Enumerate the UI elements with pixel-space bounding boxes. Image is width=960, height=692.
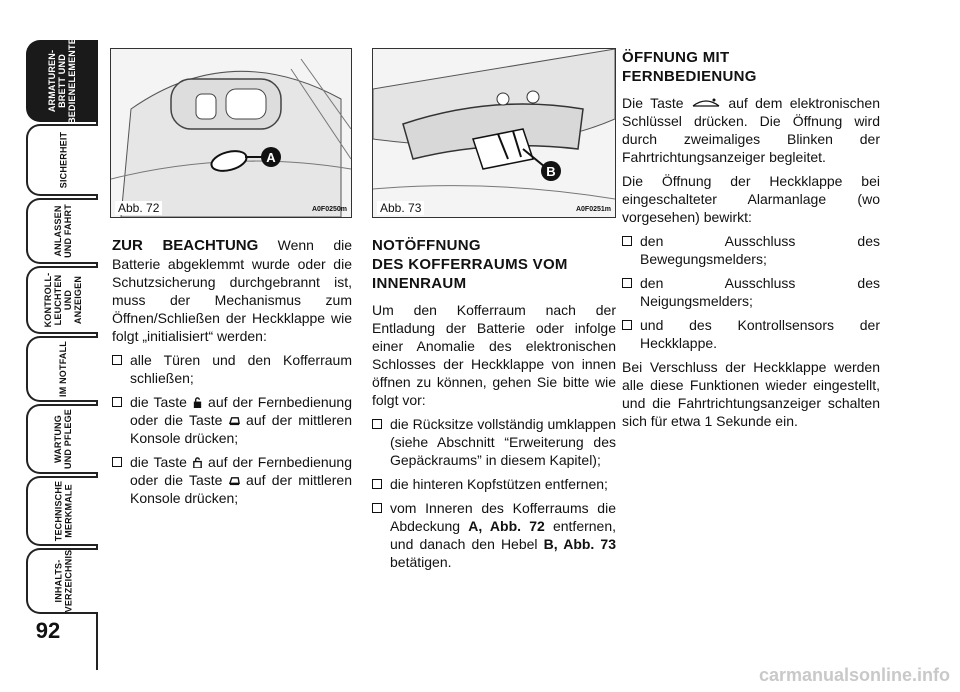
trunk-button-icon	[229, 475, 240, 486]
tab-inhalt[interactable]: INHALTS- VERZEICHNIS	[26, 548, 98, 614]
list-item	[112, 453, 352, 507]
list-item	[622, 274, 880, 310]
figure-caption: Abb. 72	[115, 201, 162, 215]
list-item	[112, 393, 352, 447]
checkbox-bullet-icon	[622, 278, 632, 288]
list-item	[372, 475, 616, 493]
checkbox-bullet-icon	[372, 479, 382, 489]
list-item-text: vom Inneren des Kofferraums die Abdeckung A, Abb. 72 entfernen, und danach den Hebel B, Abb. 73 betätigen.	[390, 500, 617, 570]
checkbox-bullet-icon	[112, 397, 122, 407]
list-item-text: und des Kontrollsensors der Heckklappe.	[640, 317, 880, 351]
list-item-text: die Taste auf der Fernbedienung oder die Taste auf der mittleren Konsole drücken;	[130, 394, 352, 446]
tab-sicherheit[interactable]: SICHERHEIT	[26, 124, 98, 196]
section-heading: NOTÖFFNUNG DES KOFFERRAUMS VOM INNENRAUM	[372, 237, 568, 292]
figure-code: A0F0251m	[575, 206, 611, 213]
paragraph: Bei Verschluss der Heckklappe werden alle diese Funktionen wieder eingestellt, und die Fahrtrichtungsanzeiger schalten sich für etwa 1 Sekunde ein.	[622, 359, 880, 429]
callout-b: B	[541, 161, 561, 181]
checkbox-bullet-icon	[622, 236, 632, 246]
tab-notfall[interactable]: IM NOTFALL	[26, 336, 98, 402]
section-heading: ÖFFNUNG MIT FERNBEDIENUNG	[622, 49, 757, 85]
intro-paragraph: Um den Kofferraum nach der Entladung der Batterie oder infolge einer Anomalie des elektronischen Schlosses der Heckklappe von innen öffnen zu können, gehen Sie bitte wie folgt vor:	[372, 302, 616, 408]
note-paragraph	[112, 236, 352, 345]
trunk-button-icon	[229, 415, 240, 426]
note-text: Wenn die Batterie abgeklemmt wurde oder die Schutzsicherung durchgebrannt ist, muss der Mechanismus zum Öffnen/Schließen der Heckklappe wie folgt „initialisiert“ werden:	[112, 237, 353, 344]
checkbox-bullet-icon	[372, 419, 382, 429]
paragraph: Die Taste auf dem elektronischen Schlüssel drücken. Die Öffnung wird durch zweimaliges Blinken der Fahrtrichtungsanzeiger begleitet.	[622, 95, 881, 165]
figure-reference: A, Abb. 72	[468, 518, 545, 534]
chapter-tab-rail	[0, 0, 100, 692]
list-item-text: den Ausschluss des Bewegungsmelders;	[640, 233, 880, 267]
trunk-key-icon	[691, 97, 721, 109]
column-beachtung	[112, 236, 352, 513]
column-notoeffnung	[372, 236, 616, 577]
column-fernbedienung	[622, 48, 880, 436]
paragraph: Die Öffnung der Heckklappe bei eingeschalteter Alarmanlage (wo vorgesehen) bewirkt:	[622, 173, 880, 225]
list-item	[622, 316, 880, 352]
callout-a: A	[261, 147, 281, 167]
figure-reference: B, Abb. 73	[543, 536, 616, 552]
footer-watermark: carmanualsonline.info	[758, 665, 950, 685]
tab-technische[interactable]: TECHNISCHE MERKMALE	[26, 476, 98, 546]
tab-kontrollleuchten[interactable]: KONTROLL- LEUCHTEN UND ANZEIGEN	[26, 266, 98, 334]
figure-caption: Abb. 73	[377, 201, 424, 215]
list-item-text: die Taste auf der Fernbedienung oder die Taste auf der mittleren Konsole drücken;	[130, 454, 352, 506]
checkbox-bullet-icon	[112, 355, 122, 365]
list-item-text: alle Türen und den Kofferraum schließen;	[130, 352, 352, 386]
figure-abb-72	[110, 48, 352, 218]
list-item-text: den Ausschluss des Neigungsmelders;	[640, 275, 880, 309]
checkbox-bullet-icon	[622, 320, 632, 330]
list-item	[372, 415, 616, 469]
figure-code: A0F0250m	[311, 206, 347, 213]
trunk-cover-illustration	[111, 49, 351, 217]
note-lead: ZUR BEACHTUNG	[112, 237, 259, 254]
lock-open-icon	[192, 397, 203, 408]
list-item	[372, 499, 616, 571]
lock-open-icon	[192, 457, 203, 468]
page-number: 92	[35, 618, 61, 643]
list-item	[622, 232, 880, 268]
list-item-text: die hinteren Kopfstützen entfernen;	[390, 476, 608, 492]
tab-wartung[interactable]: WARTUNG UND PFLEGE	[26, 404, 98, 474]
figure-abb-73	[372, 48, 616, 218]
trunk-lever-illustration	[373, 49, 615, 217]
list-item	[112, 351, 352, 387]
list-item-text: die Rücksitze vollständig umklappen (siehe Abschnitt “Erweiterung des Gepäckraums” in diesem Kapitel);	[390, 416, 616, 468]
tab-anlassen[interactable]: ANLASSEN UND FAHRT	[26, 198, 98, 264]
tab-armaturenbrett[interactable]: ARMATUREN- BRETT UND BEDIENELEMENTE	[26, 40, 98, 122]
checkbox-bullet-icon	[112, 457, 122, 467]
checkbox-bullet-icon	[372, 503, 382, 513]
